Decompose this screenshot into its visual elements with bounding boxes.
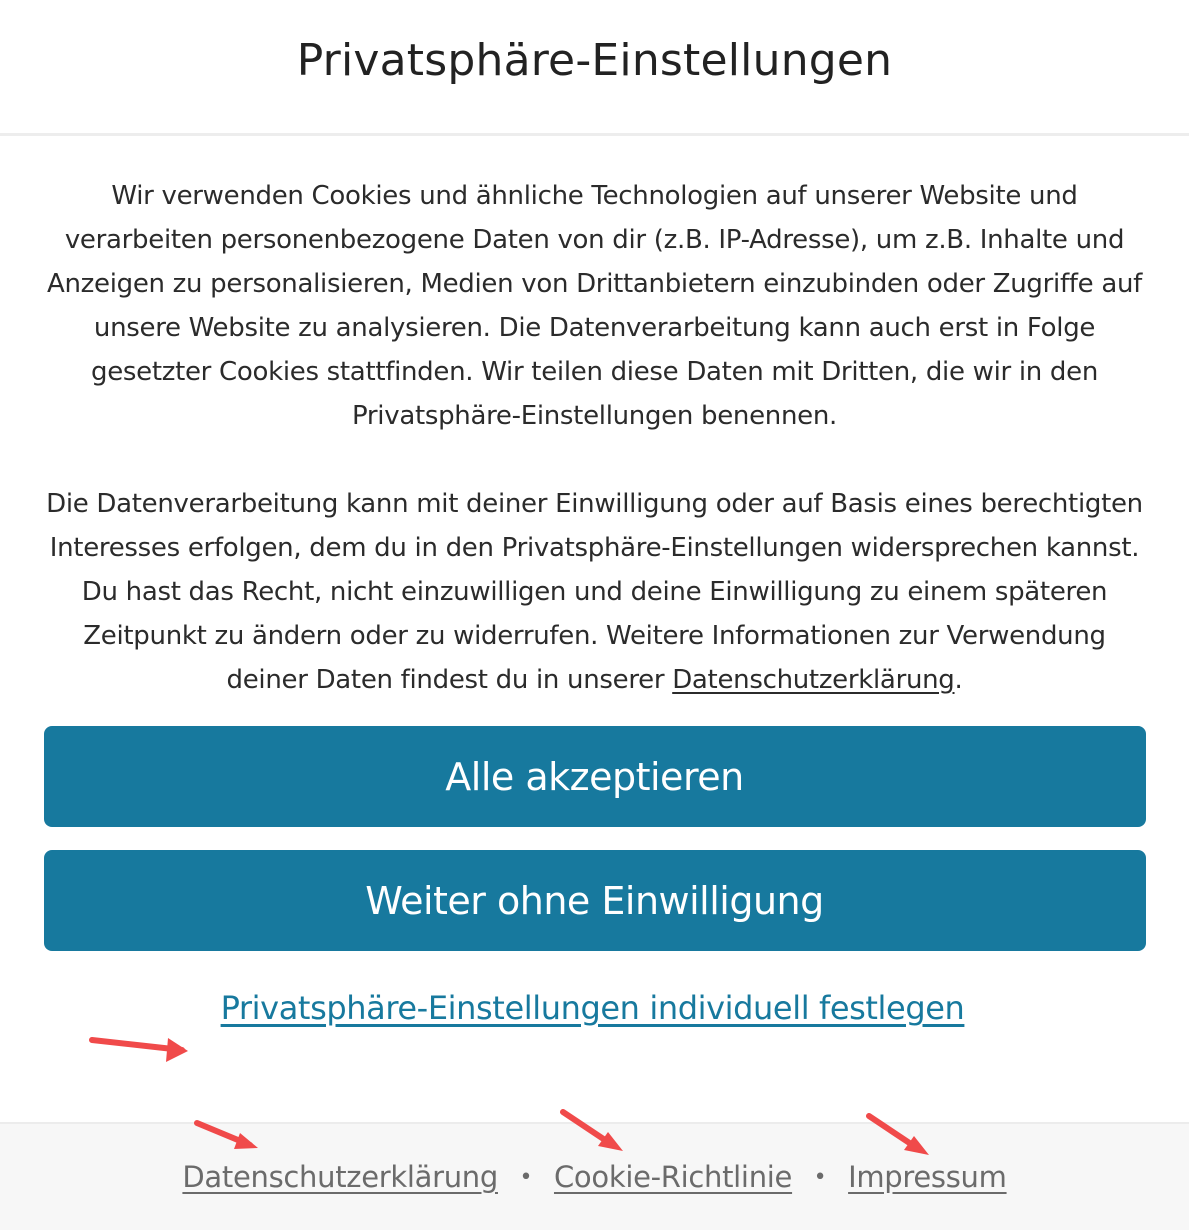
individual-settings-link[interactable]: Privatsphäre-Einstellungen individuell festlegen <box>220 989 965 1027</box>
description-paragraph-2 <box>40 482 1149 702</box>
footer-cookie-policy-link[interactable]: Cookie-Richtlinie <box>553 1160 793 1194</box>
accept-all-button[interactable]: Alle akzeptieren <box>44 726 1146 827</box>
dialog-title: Privatsphäre-Einstellungen <box>296 35 893 86</box>
footer-privacy-policy-link[interactable]: Datenschutzerklärung <box>182 1160 498 1194</box>
footer-imprint-link[interactable]: Impressum <box>848 1160 1007 1194</box>
consent-description <box>40 174 1149 702</box>
footer-links <box>182 1160 1006 1194</box>
dialog-header <box>0 0 1189 136</box>
description-paragraph-2-end: . <box>954 665 963 695</box>
continue-without-consent-button[interactable]: Weiter ohne Einwilligung <box>44 850 1146 951</box>
dialog-footer <box>0 1122 1189 1230</box>
individual-settings-row <box>40 989 1149 1037</box>
description-paragraph-1: Wir verwenden Cookies und ähnliche Technologien auf unserer Website und verarbeiten personenbezogene Daten von dir (z.B. IP-Adresse), um z.B. Inhalte und Anzeigen zu personalisieren, Medien von Drittanbietern einzubinden oder Zugriffe auf unsere Website zu analysieren. Die Datenverarbeitung kann auch erst in Folge gesetzter Cookies stattfinden. Wir teilen diese Daten mit Dritten, die wir in den Privatsphäre-Einstellungen benennen. <box>47 181 1142 431</box>
dialog-body <box>0 174 1189 1037</box>
privacy-policy-inline-link[interactable]: Datenschutzerklärung <box>672 665 955 695</box>
footer-separator: • <box>519 1164 533 1190</box>
description-paragraph-2-text: Die Datenverarbeitung kann mit deiner Einwilligung oder auf Basis eines berechtigten Interesses erfolgen, dem du in den Privatsphäre-Einstellungen widersprechen kannst. Du hast das Recht, nicht einzuwilligen und deine Einwilligung zu einem späteren Zeitpunkt zu ändern oder zu widerrufen. Weitere Informationen zur Verwendung deiner Daten findest du in unserer <box>46 489 1143 695</box>
footer-separator: • <box>813 1164 827 1190</box>
